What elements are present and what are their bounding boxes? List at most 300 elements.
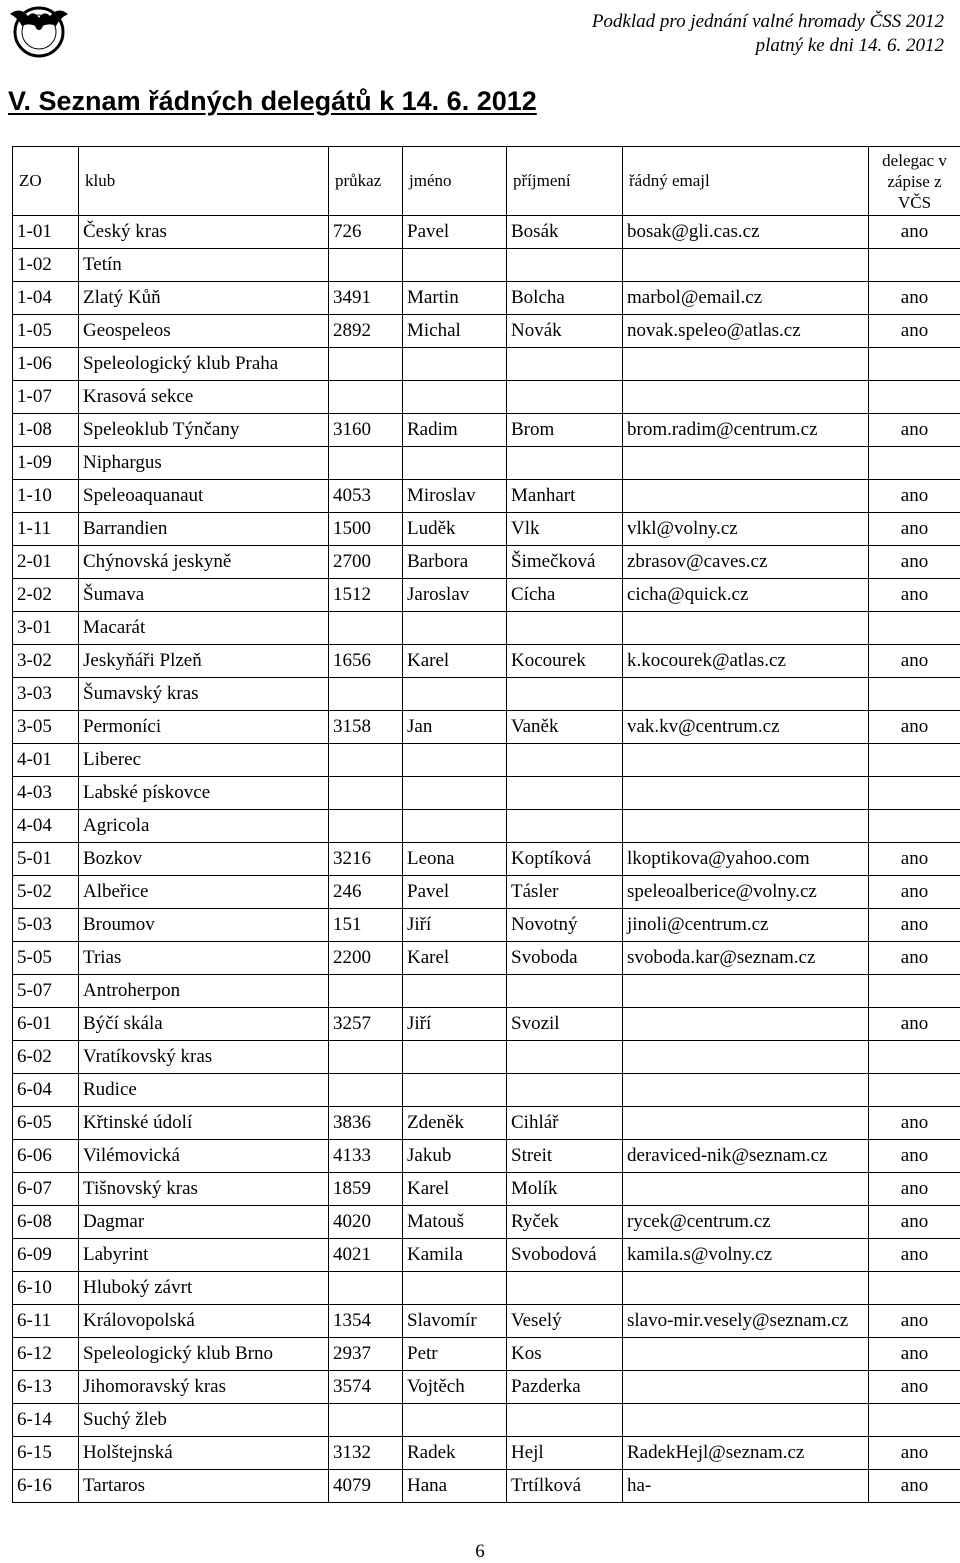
- club-cell: Macarát: [79, 612, 329, 645]
- email-cell: rycek@centrum.cz: [623, 1206, 869, 1239]
- delegate-cell: [869, 777, 960, 810]
- club-cell: Albeřice: [79, 876, 329, 909]
- table-row: [13, 777, 960, 810]
- delegate-cell: [869, 1272, 960, 1305]
- card-cell: 1859: [329, 1173, 403, 1206]
- card-cell: 4079: [329, 1470, 403, 1503]
- first-name-cell: [403, 348, 507, 381]
- card-cell: [329, 777, 403, 810]
- card-cell: 3836: [329, 1107, 403, 1140]
- first-name-cell: [403, 777, 507, 810]
- card-cell: 4020: [329, 1206, 403, 1239]
- delegate-cell: ano: [869, 1239, 960, 1272]
- zo-cell: 6-05: [13, 1107, 79, 1140]
- first-name-cell: Jaroslav: [403, 579, 507, 612]
- zo-cell: 1-10: [13, 480, 79, 513]
- table-row: [13, 546, 960, 579]
- table-row: [13, 249, 960, 282]
- first-name-cell: [403, 975, 507, 1008]
- delegate-cell: ano: [869, 1437, 960, 1470]
- club-cell: Bozkov: [79, 843, 329, 876]
- last-name-cell: [507, 975, 623, 1008]
- club-cell: Speleoaquanaut: [79, 480, 329, 513]
- last-name-cell: Bosák: [507, 216, 623, 249]
- first-name-cell: Petr: [403, 1338, 507, 1371]
- delegate-cell: [869, 744, 960, 777]
- email-cell: [623, 777, 869, 810]
- card-cell: 1512: [329, 579, 403, 612]
- zo-cell: 1-01: [13, 216, 79, 249]
- zo-cell: 3-05: [13, 711, 79, 744]
- club-cell: Křtinské údolí: [79, 1107, 329, 1140]
- table-row: [13, 447, 960, 480]
- last-name-cell: Brom: [507, 414, 623, 447]
- email-cell: [623, 1371, 869, 1404]
- card-cell: [329, 348, 403, 381]
- club-cell: Jihomoravský kras: [79, 1371, 329, 1404]
- table-row: [13, 1107, 960, 1140]
- email-cell: [623, 348, 869, 381]
- table-row: [13, 381, 960, 414]
- delegates-table: [12, 146, 960, 1503]
- card-cell: [329, 678, 403, 711]
- table-row: [13, 843, 960, 876]
- email-cell: [623, 1404, 869, 1437]
- delegate-cell: [869, 678, 960, 711]
- email-cell: jinoli@centrum.cz: [623, 909, 869, 942]
- club-cell: Jeskyňáři Plzeň: [79, 645, 329, 678]
- last-name-cell: Svozil: [507, 1008, 623, 1041]
- club-cell: Permoníci: [79, 711, 329, 744]
- delegate-cell: [869, 810, 960, 843]
- club-cell: Český kras: [79, 216, 329, 249]
- email-cell: [623, 1338, 869, 1371]
- zo-cell: 5-01: [13, 843, 79, 876]
- zo-cell: 5-07: [13, 975, 79, 1008]
- last-name-cell: [507, 810, 623, 843]
- delegate-cell: [869, 249, 960, 282]
- column-header: průkaz: [329, 147, 403, 216]
- table-row: [13, 1239, 960, 1272]
- header-line-1: Podklad pro jednání valné hromady ČSS 2012: [591, 11, 944, 32]
- table-row: [13, 1206, 960, 1239]
- table-row: [13, 975, 960, 1008]
- delegate-cell: ano: [869, 909, 960, 942]
- email-cell: [623, 612, 869, 645]
- last-name-cell: Molík: [507, 1173, 623, 1206]
- club-cell: Holštejnská: [79, 1437, 329, 1470]
- email-cell: [623, 447, 869, 480]
- first-name-cell: Kamila: [403, 1239, 507, 1272]
- last-name-cell: [507, 249, 623, 282]
- table-row: [13, 810, 960, 843]
- club-cell: Vilémovická: [79, 1140, 329, 1173]
- bat-emblem-icon: [6, 2, 72, 58]
- first-name-cell: Pavel: [403, 876, 507, 909]
- email-cell: [623, 1272, 869, 1305]
- card-cell: 2892: [329, 315, 403, 348]
- first-name-cell: [403, 381, 507, 414]
- last-name-cell: [507, 777, 623, 810]
- delegate-cell: ano: [869, 1338, 960, 1371]
- email-cell: k.kocourek@atlas.cz: [623, 645, 869, 678]
- table-row: [13, 282, 960, 315]
- zo-cell: 6-14: [13, 1404, 79, 1437]
- delegate-cell: ano: [869, 579, 960, 612]
- club-cell: Labské pískovce: [79, 777, 329, 810]
- zo-cell: 6-13: [13, 1371, 79, 1404]
- club-cell: Barrandien: [79, 513, 329, 546]
- card-cell: [329, 1041, 403, 1074]
- first-name-cell: [403, 1404, 507, 1437]
- zo-cell: 3-01: [13, 612, 79, 645]
- card-cell: 4053: [329, 480, 403, 513]
- email-cell: [623, 975, 869, 1008]
- delegate-cell: [869, 1074, 960, 1107]
- table-row: [13, 678, 960, 711]
- card-cell: 3216: [329, 843, 403, 876]
- zo-cell: 4-04: [13, 810, 79, 843]
- page-title: V. Seznam řádných delegátů k 14. 6. 2012: [8, 86, 537, 116]
- delegate-cell: ano: [869, 1305, 960, 1338]
- last-name-cell: Veselý: [507, 1305, 623, 1338]
- club-cell: Liberec: [79, 744, 329, 777]
- card-cell: [329, 810, 403, 843]
- email-cell: [623, 1173, 869, 1206]
- email-cell: [623, 1074, 869, 1107]
- first-name-cell: [403, 612, 507, 645]
- first-name-cell: [403, 678, 507, 711]
- zo-cell: 3-02: [13, 645, 79, 678]
- last-name-cell: Kocourek: [507, 645, 623, 678]
- last-name-cell: [507, 1272, 623, 1305]
- column-header: řádný emajl: [623, 147, 869, 216]
- delegate-cell: [869, 348, 960, 381]
- last-name-cell: Šimečková: [507, 546, 623, 579]
- table-row: [13, 414, 960, 447]
- card-cell: 4021: [329, 1239, 403, 1272]
- table-row: [13, 513, 960, 546]
- table-row: [13, 711, 960, 744]
- last-name-cell: Vlk: [507, 513, 623, 546]
- first-name-cell: [403, 447, 507, 480]
- table-row: [13, 744, 960, 777]
- club-cell: Krasová sekce: [79, 381, 329, 414]
- card-cell: 726: [329, 216, 403, 249]
- table-row: [13, 612, 960, 645]
- delegate-cell: [869, 381, 960, 414]
- table-row: [13, 1074, 960, 1107]
- email-cell: [623, 744, 869, 777]
- card-cell: 3132: [329, 1437, 403, 1470]
- club-cell: Antroherpon: [79, 975, 329, 1008]
- card-cell: 2937: [329, 1338, 403, 1371]
- first-name-cell: Jiří: [403, 909, 507, 942]
- club-cell: Suchý žleb: [79, 1404, 329, 1437]
- card-cell: 3160: [329, 414, 403, 447]
- first-name-cell: Jakub: [403, 1140, 507, 1173]
- card-cell: [329, 1404, 403, 1437]
- club-cell: Chýnovská jeskyně: [79, 546, 329, 579]
- delegate-cell: ano: [869, 1140, 960, 1173]
- first-name-cell: [403, 744, 507, 777]
- club-cell: Labyrint: [79, 1239, 329, 1272]
- email-cell: [623, 1041, 869, 1074]
- club-cell: Trias: [79, 942, 329, 975]
- first-name-cell: Karel: [403, 645, 507, 678]
- table-row: [13, 1437, 960, 1470]
- last-name-cell: [507, 1404, 623, 1437]
- last-name-cell: [507, 744, 623, 777]
- delegate-cell: ano: [869, 513, 960, 546]
- email-cell: brom.radim@centrum.cz: [623, 414, 869, 447]
- club-cell: Speleologický klub Praha: [79, 348, 329, 381]
- card-cell: 2200: [329, 942, 403, 975]
- header-line-2: platný ke dni 14. 6. 2012: [755, 35, 944, 56]
- delegate-cell: ano: [869, 1173, 960, 1206]
- last-name-cell: Trtílková: [507, 1470, 623, 1503]
- first-name-cell: [403, 1041, 507, 1074]
- last-name-cell: [507, 612, 623, 645]
- zo-cell: 4-01: [13, 744, 79, 777]
- last-name-cell: [507, 1074, 623, 1107]
- zo-cell: 1-07: [13, 381, 79, 414]
- last-name-cell: Manhart: [507, 480, 623, 513]
- zo-cell: 5-05: [13, 942, 79, 975]
- club-cell: Niphargus: [79, 447, 329, 480]
- email-cell: [623, 1107, 869, 1140]
- zo-cell: 6-10: [13, 1272, 79, 1305]
- club-cell: Šumavský kras: [79, 678, 329, 711]
- delegate-cell: ano: [869, 546, 960, 579]
- table-row: [13, 480, 960, 513]
- email-cell: [623, 678, 869, 711]
- last-name-cell: Tásler: [507, 876, 623, 909]
- email-cell: kamila.s@volny.cz: [623, 1239, 869, 1272]
- column-header: jméno: [403, 147, 507, 216]
- zo-cell: 2-02: [13, 579, 79, 612]
- card-cell: [329, 975, 403, 1008]
- table-row: [13, 1371, 960, 1404]
- last-name-cell: Bolcha: [507, 282, 623, 315]
- email-cell: lkoptikova@yahoo.com: [623, 843, 869, 876]
- card-cell: [329, 1272, 403, 1305]
- zo-cell: 5-03: [13, 909, 79, 942]
- card-cell: 151: [329, 909, 403, 942]
- zo-cell: 6-09: [13, 1239, 79, 1272]
- table-row: [13, 348, 960, 381]
- first-name-cell: Slavomír: [403, 1305, 507, 1338]
- club-cell: Tišnovský kras: [79, 1173, 329, 1206]
- table-row: [13, 1272, 960, 1305]
- zo-cell: 1-06: [13, 348, 79, 381]
- table-row: [13, 1173, 960, 1206]
- card-cell: 1354: [329, 1305, 403, 1338]
- club-cell: Šumava: [79, 579, 329, 612]
- column-header: delegac v zápise z VČS: [869, 147, 960, 216]
- first-name-cell: Miroslav: [403, 480, 507, 513]
- delegate-cell: [869, 447, 960, 480]
- last-name-cell: Streit: [507, 1140, 623, 1173]
- club-cell: Dagmar: [79, 1206, 329, 1239]
- table-row: [13, 1338, 960, 1371]
- card-cell: 1500: [329, 513, 403, 546]
- club-cell: Býčí skála: [79, 1008, 329, 1041]
- delegate-cell: ano: [869, 942, 960, 975]
- last-name-cell: [507, 447, 623, 480]
- column-header: příjmení: [507, 147, 623, 216]
- email-cell: vlkl@volny.cz: [623, 513, 869, 546]
- table-row: [13, 1404, 960, 1437]
- delegate-cell: [869, 1041, 960, 1074]
- email-cell: speleoalberice@volny.cz: [623, 876, 869, 909]
- last-name-cell: Koptíková: [507, 843, 623, 876]
- delegate-cell: ano: [869, 711, 960, 744]
- table-row: [13, 315, 960, 348]
- first-name-cell: Radek: [403, 1437, 507, 1470]
- zo-cell: 2-01: [13, 546, 79, 579]
- first-name-cell: Jiří: [403, 1008, 507, 1041]
- zo-cell: 6-11: [13, 1305, 79, 1338]
- email-cell: [623, 810, 869, 843]
- zo-cell: 6-06: [13, 1140, 79, 1173]
- delegate-cell: ano: [869, 480, 960, 513]
- email-cell: novak.speleo@atlas.cz: [623, 315, 869, 348]
- club-cell: Tartaros: [79, 1470, 329, 1503]
- zo-cell: 1-11: [13, 513, 79, 546]
- first-name-cell: Radim: [403, 414, 507, 447]
- email-cell: cicha@quick.cz: [623, 579, 869, 612]
- club-cell: Agricola: [79, 810, 329, 843]
- table-row: [13, 1008, 960, 1041]
- zo-cell: 6-12: [13, 1338, 79, 1371]
- first-name-cell: Zdeněk: [403, 1107, 507, 1140]
- card-cell: 2700: [329, 546, 403, 579]
- email-cell: svoboda.kar@seznam.cz: [623, 942, 869, 975]
- card-cell: 1656: [329, 645, 403, 678]
- table-row: [13, 645, 960, 678]
- email-cell: slavo-mir.vesely@seznam.cz: [623, 1305, 869, 1338]
- column-header: klub: [79, 147, 329, 216]
- zo-cell: 1-05: [13, 315, 79, 348]
- first-name-cell: Karel: [403, 942, 507, 975]
- last-name-cell: Kos: [507, 1338, 623, 1371]
- club-cell: Zlatý Kůň: [79, 282, 329, 315]
- first-name-cell: Leona: [403, 843, 507, 876]
- club-cell: Broumov: [79, 909, 329, 942]
- first-name-cell: [403, 810, 507, 843]
- zo-cell: 6-01: [13, 1008, 79, 1041]
- first-name-cell: Martin: [403, 282, 507, 315]
- last-name-cell: Pazderka: [507, 1371, 623, 1404]
- card-cell: [329, 249, 403, 282]
- last-name-cell: Novotný: [507, 909, 623, 942]
- email-cell: [623, 480, 869, 513]
- card-cell: 246: [329, 876, 403, 909]
- zo-cell: 6-02: [13, 1041, 79, 1074]
- delegate-cell: [869, 975, 960, 1008]
- delegate-cell: ano: [869, 1008, 960, 1041]
- last-name-cell: Novák: [507, 315, 623, 348]
- table-header-row: [13, 147, 960, 216]
- last-name-cell: Svobodová: [507, 1239, 623, 1272]
- last-name-cell: Cihlář: [507, 1107, 623, 1140]
- zo-cell: 6-07: [13, 1173, 79, 1206]
- last-name-cell: [507, 381, 623, 414]
- first-name-cell: Matouš: [403, 1206, 507, 1239]
- delegate-cell: ano: [869, 282, 960, 315]
- card-cell: [329, 1074, 403, 1107]
- delegate-cell: [869, 612, 960, 645]
- table-row: [13, 1470, 960, 1503]
- card-cell: [329, 447, 403, 480]
- last-name-cell: [507, 678, 623, 711]
- card-cell: [329, 381, 403, 414]
- club-cell: Geospeleos: [79, 315, 329, 348]
- club-cell: Tetín: [79, 249, 329, 282]
- zo-cell: 6-04: [13, 1074, 79, 1107]
- delegate-cell: ano: [869, 876, 960, 909]
- delegate-cell: ano: [869, 1206, 960, 1239]
- zo-cell: 4-03: [13, 777, 79, 810]
- delegate-cell: ano: [869, 315, 960, 348]
- zo-cell: 6-08: [13, 1206, 79, 1239]
- zo-cell: 3-03: [13, 678, 79, 711]
- card-cell: 3158: [329, 711, 403, 744]
- last-name-cell: Vaněk: [507, 711, 623, 744]
- delegate-cell: ano: [869, 216, 960, 249]
- last-name-cell: Ryček: [507, 1206, 623, 1239]
- table-row: [13, 909, 960, 942]
- table-row: [13, 942, 960, 975]
- zo-cell: 6-16: [13, 1470, 79, 1503]
- table-row: [13, 1140, 960, 1173]
- first-name-cell: Karel: [403, 1173, 507, 1206]
- card-cell: 4133: [329, 1140, 403, 1173]
- email-cell: vak.kv@centrum.cz: [623, 711, 869, 744]
- zo-cell: 5-02: [13, 876, 79, 909]
- zo-cell: 6-15: [13, 1437, 79, 1470]
- page-number: 6: [475, 1541, 485, 1562]
- club-cell: Rudice: [79, 1074, 329, 1107]
- email-cell: ha-: [623, 1470, 869, 1503]
- email-cell: bosak@gli.cas.cz: [623, 216, 869, 249]
- document-header: [592, 10, 944, 58]
- club-cell: Speleoklub Týnčany: [79, 414, 329, 447]
- last-name-cell: Cícha: [507, 579, 623, 612]
- table-body: [13, 216, 960, 1503]
- club-cell: Speleologický klub Brno: [79, 1338, 329, 1371]
- card-cell: 3491: [329, 282, 403, 315]
- last-name-cell: [507, 1041, 623, 1074]
- email-cell: deraviced-nik@seznam.cz: [623, 1140, 869, 1173]
- club-cell: Královopolská: [79, 1305, 329, 1338]
- table-row: [13, 1305, 960, 1338]
- delegate-cell: ano: [869, 1107, 960, 1140]
- delegate-cell: ano: [869, 1470, 960, 1503]
- first-name-cell: Barbora: [403, 546, 507, 579]
- first-name-cell: Hana: [403, 1470, 507, 1503]
- club-cell: Vratíkovský kras: [79, 1041, 329, 1074]
- first-name-cell: Pavel: [403, 216, 507, 249]
- first-name-cell: Michal: [403, 315, 507, 348]
- first-name-cell: [403, 1272, 507, 1305]
- first-name-cell: Vojtěch: [403, 1371, 507, 1404]
- card-cell: 3257: [329, 1008, 403, 1041]
- table-row: [13, 876, 960, 909]
- css-logo: [6, 2, 72, 58]
- email-cell: [623, 1008, 869, 1041]
